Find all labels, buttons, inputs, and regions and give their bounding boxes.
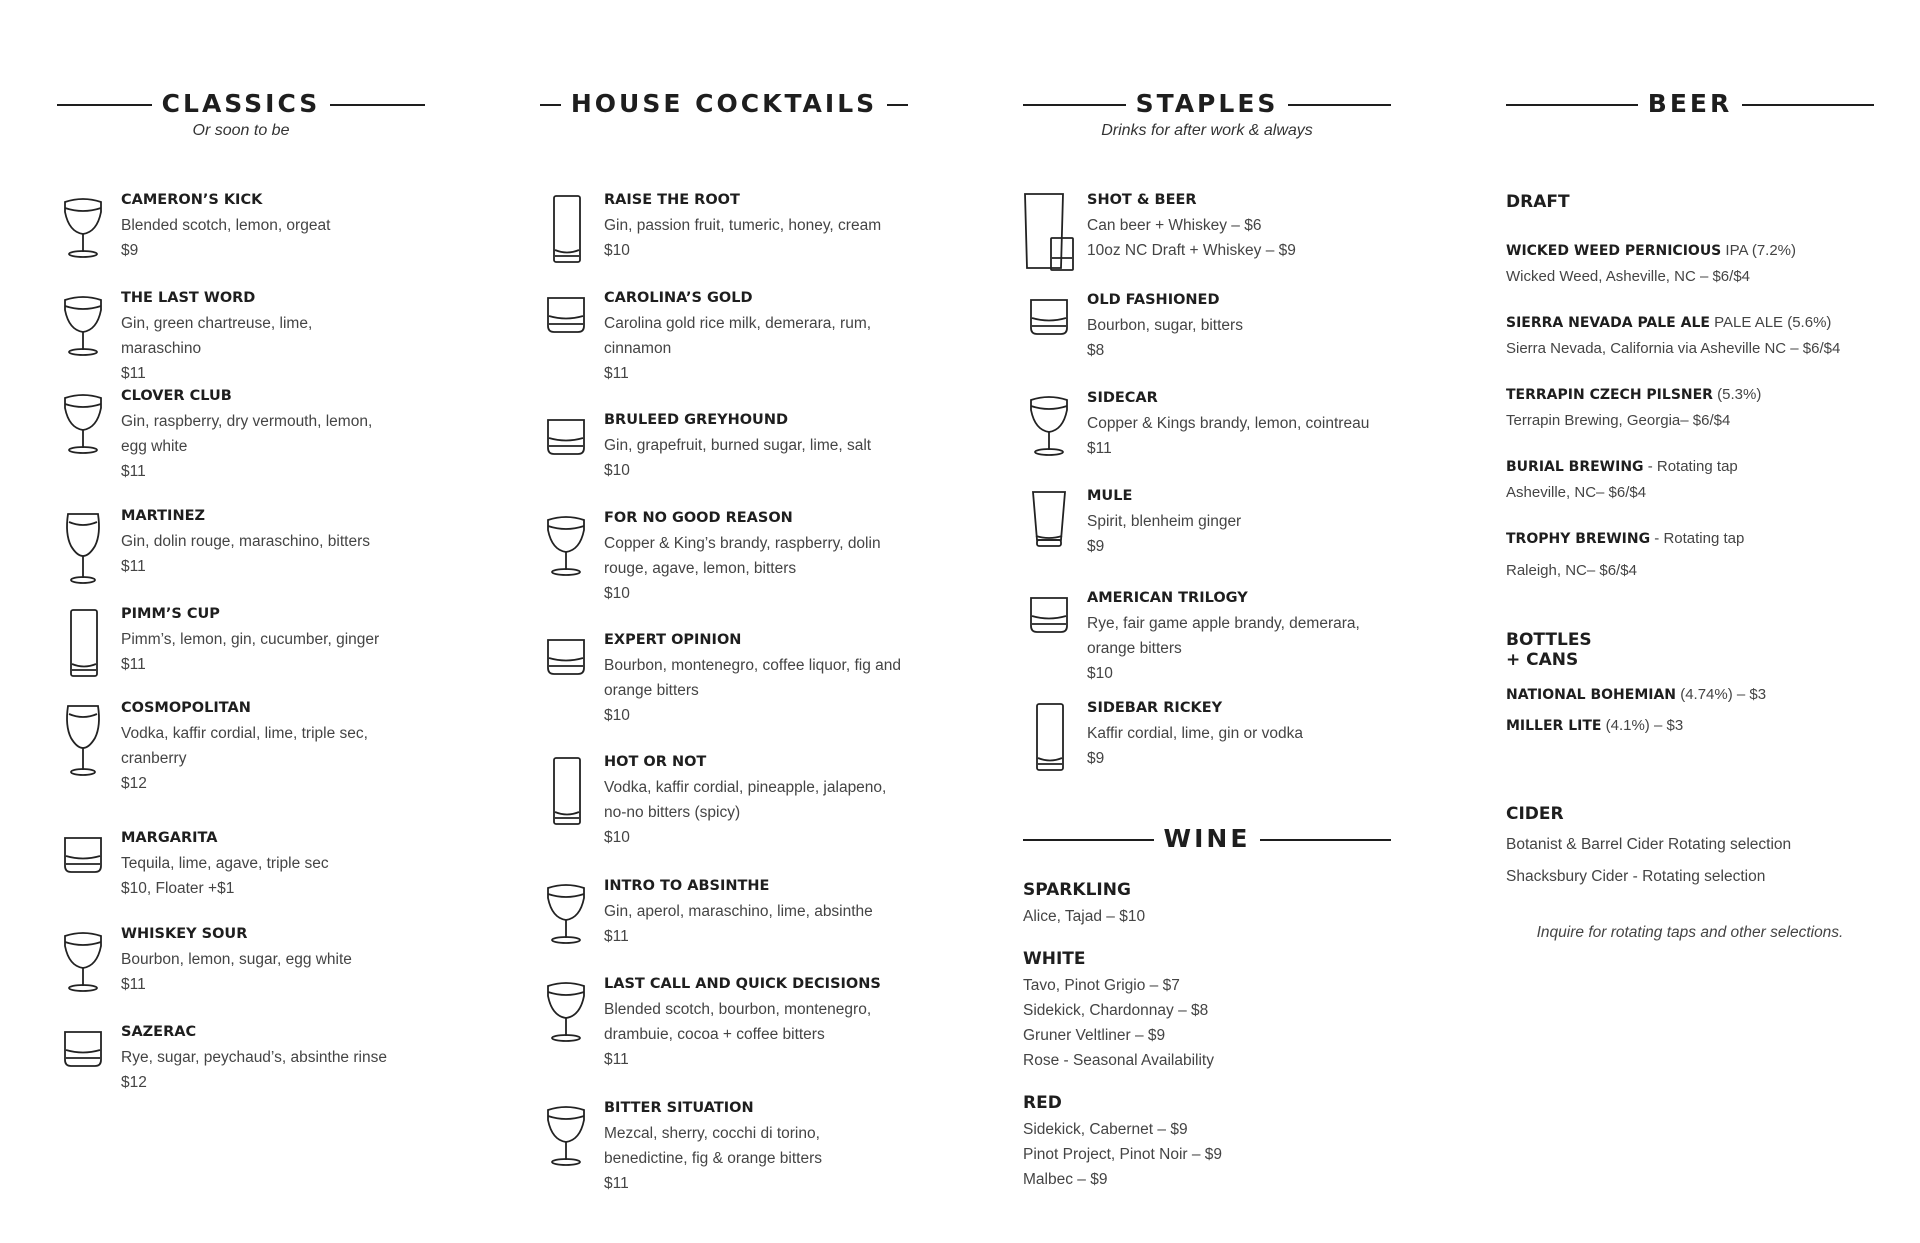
item-price: $10 (604, 585, 630, 602)
beer-detail: IPA (7.2%) (1721, 242, 1797, 259)
staples-subtitle: Drinks for after work & always (1101, 122, 1313, 139)
item-name: PIMM’S CUP (121, 606, 220, 622)
beer-row (1506, 310, 1886, 336)
beer-detail: (4.1%) – $3 (1601, 717, 1684, 734)
item-price: $10 (604, 829, 630, 846)
item-price: $10, Floater +$1 (121, 880, 235, 897)
item-price: $11 (121, 558, 146, 575)
wine-line: Gruner Veltliner – $9 (1023, 1027, 1166, 1044)
coupe-glass-icon (57, 926, 111, 996)
wine-glass-icon (57, 508, 111, 578)
coupe-glass-icon (540, 878, 594, 948)
item-name: SIDECAR (1087, 390, 1158, 406)
wine-category-label: WHITE (1023, 949, 1086, 969)
item-description: Gin, grapefruit, burned sugar, lime, salt (604, 437, 872, 454)
coupe-glass-icon (57, 388, 111, 458)
item-price: $12 (121, 1074, 147, 1091)
item-name: SHOT & BEER (1087, 192, 1197, 208)
beer-name: NATIONAL BOHEMIAN (1506, 687, 1677, 703)
beer-location: Wicked Weed, Asheville, NC – $6/$4 (1506, 268, 1751, 285)
item-price: $11 (604, 1175, 629, 1192)
rocks-glass-icon (1023, 590, 1077, 660)
cider-line: Shacksbury Cider - Rotating selection (1506, 868, 1766, 885)
section-title: STAPLES (1126, 89, 1289, 118)
item-name: BITTER SITUATION (604, 1100, 754, 1116)
item-name: LAST CALL AND QUICK DECISIONS (604, 976, 881, 992)
coupe-glass-icon (540, 976, 594, 1046)
beer-header (1506, 88, 1874, 118)
item-name: INTRO TO ABSINTHE (604, 878, 770, 894)
item-price: $11 (604, 928, 629, 945)
beer-name: BURIAL BREWING (1506, 459, 1644, 475)
item-name: CLOVER CLUB (121, 388, 232, 404)
highball-glass-icon (540, 754, 594, 824)
beer-detail: - Rotating tap (1650, 530, 1745, 547)
item-description: Bourbon, lemon, sugar, egg white (121, 951, 352, 968)
wine-line: Pinot Project, Pinot Noir – $9 (1023, 1146, 1223, 1163)
beer-row (1506, 526, 1886, 552)
wine-category-label: RED (1023, 1093, 1062, 1113)
item-price: $11 (604, 1051, 629, 1068)
item-name: AMERICAN TRILOGY (1087, 590, 1248, 606)
item-description: Copper & King’s brandy, raspberry, dolin rouge, agave, lemon, bitters (604, 535, 881, 577)
item-description: Rye, fair game apple brandy, demerara, orange bitters (1087, 615, 1360, 657)
item-price: $11 (121, 976, 146, 993)
item-price: $11 (604, 365, 629, 382)
item-description: Tequila, lime, agave, triple sec (121, 855, 329, 872)
item-name: MARGARITA (121, 830, 218, 846)
item-description: Gin, raspberry, dry vermouth, lemon, egg white (121, 413, 373, 455)
highball-glass-icon (57, 606, 111, 676)
cider-line: Botanist & Barrel Cider Rotating selection (1506, 836, 1792, 853)
draft-label: DRAFT (1506, 192, 1570, 212)
item-price: $9 (121, 242, 139, 259)
rocks-glass-icon (57, 1024, 111, 1094)
beer-detail: PALE ALE (5.6%) (1709, 314, 1832, 331)
coupe-glass-icon (540, 1100, 594, 1170)
section-title: CLASSICS (152, 89, 331, 118)
beer-location: Asheville, NC– $6/$4 (1506, 484, 1647, 501)
item-description: Blended scotch, bourbon, montenegro, drambuie, cocoa + coffee bitters (604, 1001, 872, 1043)
section-title: BEER (1638, 89, 1742, 118)
highball-glass-icon (540, 192, 594, 262)
beer-row (1506, 382, 1886, 408)
wine-line: Sidekick, Cabernet – $9 (1023, 1121, 1188, 1138)
rocks-glass-icon (540, 290, 594, 360)
item-price: 10oz NC Draft + Whiskey – $9 (1087, 242, 1296, 259)
item-price: $12 (121, 775, 147, 792)
beer-name: TERRAPIN CZECH PILSNER (1506, 387, 1713, 403)
item-name: WHISKEY SOUR (121, 926, 248, 942)
beer-name: WICKED WEED PERNICIOUS (1506, 243, 1722, 259)
item-description: Spirit, blenheim ginger (1087, 513, 1242, 530)
coupe-glass-icon (1023, 390, 1077, 460)
wine-line: Malbec – $9 (1023, 1171, 1108, 1188)
wine-category-label: SPARKLING (1023, 880, 1131, 900)
item-name: SAZERAC (121, 1024, 197, 1040)
beer-detail: (4.74%) – $3 (1676, 686, 1767, 703)
wine-line: Rose - Seasonal Availability (1023, 1052, 1214, 1069)
item-name: MULE (1087, 488, 1133, 504)
beer-location: Terrapin Brewing, Georgia– $6/$4 (1506, 412, 1731, 429)
item-description: Bourbon, sugar, bitters (1087, 317, 1243, 334)
item-description: Vodka, kaffir cordial, pineapple, jalapeno, no-no bitters (spicy) (604, 779, 887, 821)
item-description: Carolina gold rice milk, demerara, rum, cinnamon (604, 315, 872, 357)
inquire-note: Inquire for rotating taps and other selections. (1536, 924, 1844, 941)
item-price: $11 (121, 365, 146, 382)
beer-name: TROPHY BREWING (1506, 531, 1651, 547)
staples-header (1023, 88, 1391, 118)
item-price: $9 (1087, 750, 1105, 767)
item-name: SIDEBAR RICKEY (1087, 700, 1223, 716)
section-title: HOUSE COCKTAILS (561, 89, 887, 118)
beer-detail: - Rotating tap (1643, 458, 1738, 475)
item-description: Vodka, kaffir cordial, lime, triple sec, cranberry (121, 725, 368, 767)
coupe-glass-icon (57, 192, 111, 262)
section-title: WINE (1154, 824, 1261, 853)
item-price: $10 (1087, 665, 1113, 682)
item-price: $11 (121, 656, 146, 673)
item-description: Gin, aperol, maraschino, lime, absinthe (604, 903, 873, 920)
wine-glass-icon (57, 700, 111, 770)
bottle-row (1506, 682, 1886, 708)
item-name: COSMOPOLITAN (121, 700, 251, 716)
item-price: $8 (1087, 342, 1105, 359)
item-name: CAROLINA’S GOLD (604, 290, 753, 306)
rocks-glass-icon (1023, 292, 1077, 362)
classics-subtitle: Or soon to be (192, 122, 290, 139)
beer-row (1506, 454, 1886, 480)
item-description: Gin, green chartreuse, lime, maraschino (121, 315, 313, 357)
wine-line: Tavo, Pinot Grigio – $7 (1023, 977, 1180, 994)
coupe-glass-icon (57, 290, 111, 360)
rocks-glass-icon (540, 412, 594, 482)
mule-glass-icon (1023, 488, 1077, 558)
item-description: Can beer + Whiskey – $6 (1087, 217, 1262, 234)
cider-label: CIDER (1506, 804, 1564, 824)
highball-glass-icon (1023, 700, 1077, 770)
item-name: EXPERT OPINION (604, 632, 742, 648)
item-description: Copper & Kings brandy, lemon, cointreau (1087, 415, 1370, 432)
item-description: Blended scotch, lemon, orgeat (121, 217, 331, 234)
beer-name: SIERRA NEVADA PALE ALE (1506, 315, 1710, 331)
item-name: MARTINEZ (121, 508, 206, 524)
beer-location: Sierra Nevada, California via Asheville NC – $6/$4 (1506, 340, 1841, 357)
item-description: Kaffir cordial, lime, gin or vodka (1087, 725, 1303, 742)
item-description: Rye, sugar, peychaud’s, absinthe rinse (121, 1049, 387, 1066)
item-description: Pimm’s, lemon, gin, cucumber, ginger (121, 631, 380, 648)
bottles-label: BOTTLES + CANS (1506, 630, 1592, 670)
beer-detail: (5.3%) (1712, 386, 1762, 403)
item-name: FOR NO GOOD REASON (604, 510, 793, 526)
item-description: Mezcal, sherry, cocchi di torino, benedictine, fig & orange bitters (604, 1125, 822, 1167)
item-description: Bourbon, montenegro, coffee liquor, fig and orange bitters (604, 657, 902, 699)
item-price: $11 (121, 463, 146, 480)
item-name: OLD FASHIONED (1087, 292, 1220, 308)
wine-line: Alice, Tajad – $10 (1023, 908, 1146, 925)
beer-location: Raleigh, NC– $6/$4 (1506, 562, 1637, 579)
rocks-glass-icon (540, 632, 594, 702)
item-price: $10 (604, 242, 630, 259)
bottle-row (1506, 713, 1886, 739)
rocks-glass-icon (57, 830, 111, 900)
wine-line: Sidekick, Chardonnay – $8 (1023, 1002, 1209, 1019)
item-name: CAMERON’S KICK (121, 192, 263, 208)
item-name: HOT OR NOT (604, 754, 707, 770)
wine-header (1023, 823, 1391, 853)
item-name: BRULEED GREYHOUND (604, 412, 789, 428)
item-price: $11 (1087, 440, 1112, 457)
item-name: THE LAST WORD (121, 290, 256, 306)
item-description: Gin, dolin rouge, maraschino, bitters (121, 533, 370, 550)
beer-row (1506, 238, 1886, 264)
item-price: $10 (604, 707, 630, 724)
item-description: Gin, passion fruit, tumeric, honey, cream (604, 217, 882, 234)
classics-header (57, 88, 425, 118)
shot-and-beer-icon (1023, 192, 1077, 262)
coupe-glass-icon (540, 510, 594, 580)
beer-name: MILLER LITE (1506, 718, 1602, 734)
house-header (540, 88, 908, 118)
item-name: RAISE THE ROOT (604, 192, 740, 208)
item-price: $10 (604, 462, 630, 479)
item-price: $9 (1087, 538, 1105, 555)
